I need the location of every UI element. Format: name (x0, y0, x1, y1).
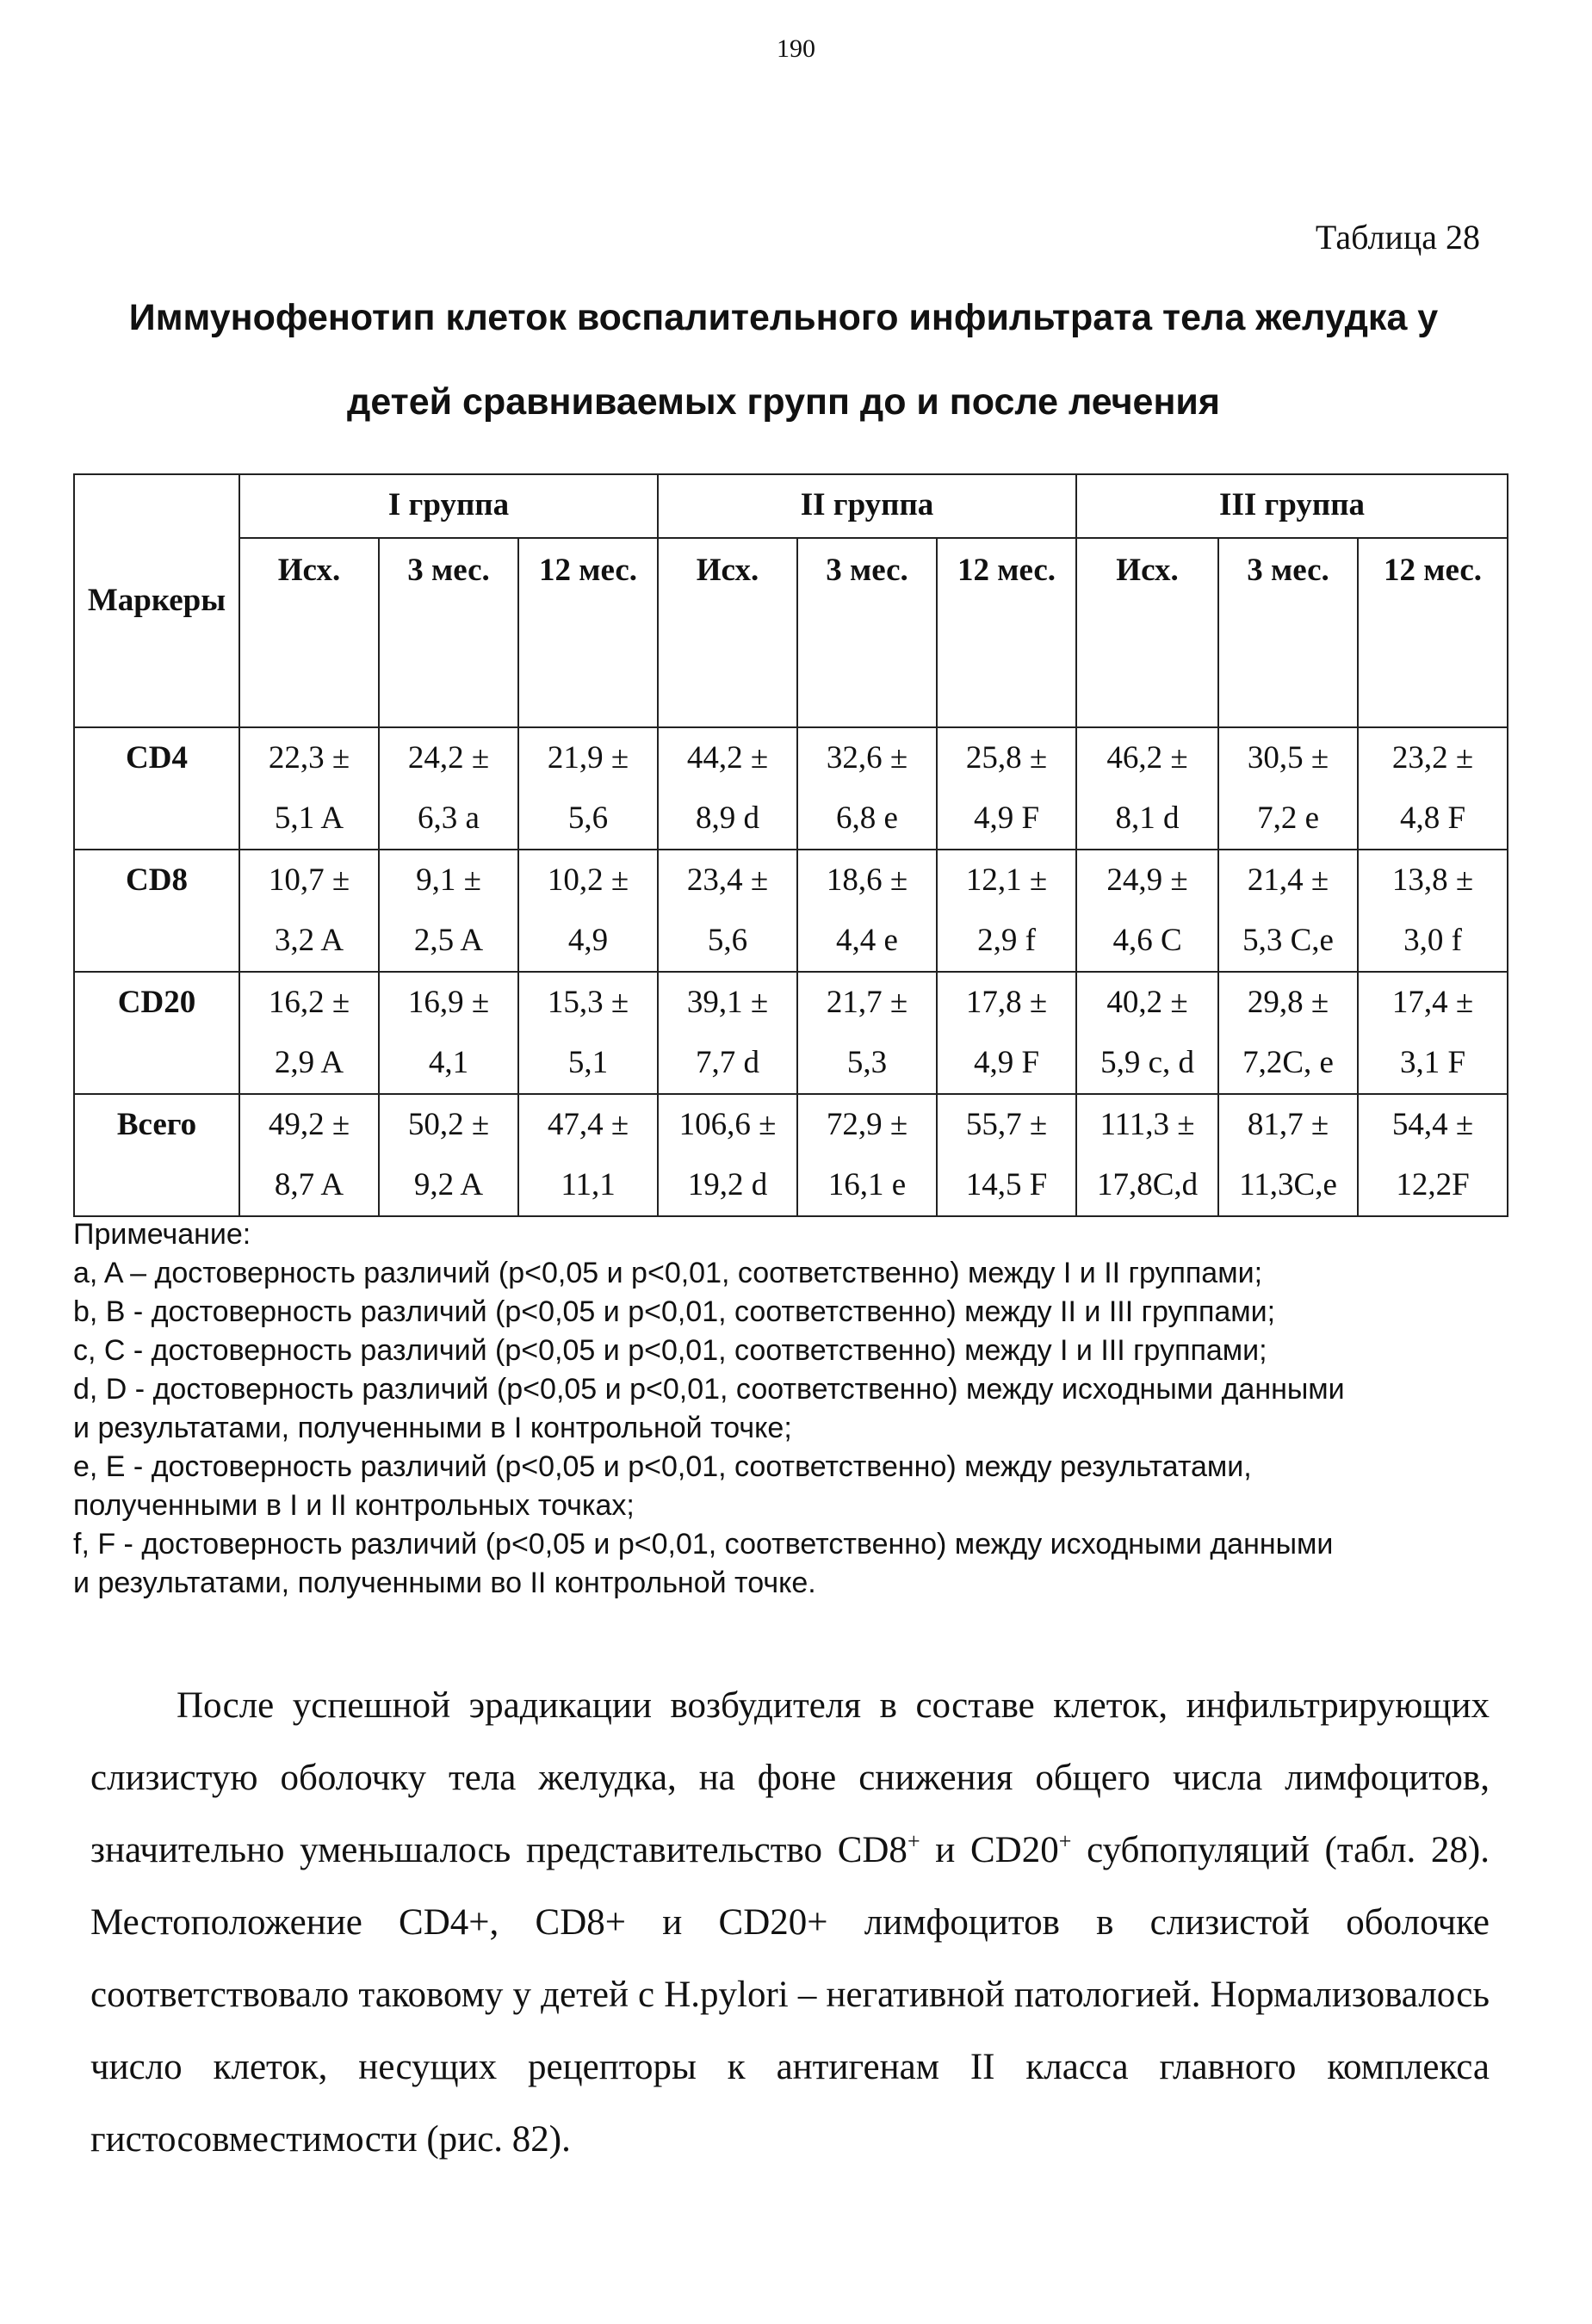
table-title: Иммунофенотип клеток воспалительного инфильтрата тела желудка у детей сравниваемых групп до и после лечения (128, 297, 1439, 423)
deviation-value: 7,7 d (696, 1045, 760, 1080)
value-cell (239, 972, 379, 1094)
mean-value: 29,8 ± (1247, 985, 1329, 1020)
mean-value: 13,8 ± (1391, 862, 1474, 898)
value-cell (379, 727, 518, 850)
note-line: и результатами, полученными во II контрольной точке. (73, 1567, 816, 1599)
mean-value: 72,9 ± (826, 1107, 908, 1142)
value-cell (937, 727, 1076, 850)
value-cell (239, 1094, 379, 1216)
value-cell (518, 972, 658, 1094)
value-cell (1358, 727, 1508, 850)
markers-header: Маркеры (74, 474, 239, 727)
mean-value: 22,3 ± (268, 740, 350, 776)
deviation-value: 16,1 e (827, 1167, 907, 1202)
deviation-value: 17,8C,d (1096, 1167, 1199, 1202)
page-number: 190 (777, 34, 815, 63)
marker-cell: Всего (74, 1094, 239, 1216)
value-cell (1218, 727, 1358, 850)
table-row (74, 972, 1508, 1094)
mean-value: 32,6 ± (826, 740, 908, 776)
deviation-value: 8,1 d (1115, 800, 1180, 836)
mean-value: 30,5 ± (1247, 740, 1329, 776)
deviation-value: 3,1 F (1400, 1045, 1466, 1080)
value-cell (797, 727, 937, 850)
value-cell (937, 972, 1076, 1094)
mean-value: 47,4 ± (547, 1107, 629, 1142)
value-cell (379, 972, 518, 1094)
mean-value: 40,2 ± (1106, 985, 1188, 1020)
superscript-plus: + (1058, 1828, 1072, 1854)
mean-value: 24,9 ± (1106, 862, 1188, 898)
value-cell (937, 1094, 1076, 1216)
mean-value: 16,9 ± (407, 985, 490, 1020)
deviation-value: 5,9 c, d (1100, 1045, 1194, 1080)
value-cell (937, 850, 1076, 972)
note-line: и результатами, полученными в I контрольной точке; (73, 1412, 792, 1444)
value-cell (1358, 1094, 1508, 1216)
deviation-value: 4,9 F (973, 800, 1040, 836)
deviation-value: 7,2C, e (1242, 1045, 1334, 1080)
deviation-value: 5,3 (846, 1045, 888, 1080)
deviation-value: 4,9 (567, 923, 609, 958)
mean-value: 17,8 ± (965, 985, 1048, 1020)
deviation-value: 5,3 C,e (1242, 923, 1334, 958)
value-cell (1076, 850, 1218, 972)
subheader: 12 мес. (937, 538, 1076, 727)
mean-value: 55,7 ± (965, 1107, 1048, 1142)
note-line: b, B - достоверность различий (p<0,05 и p<0,01, соответственно) между II и III группами; (73, 1295, 1276, 1328)
subheader: 3 мес. (379, 538, 518, 727)
note-heading: Примечание: (73, 1218, 251, 1251)
table-row (74, 850, 1508, 972)
value-cell (518, 727, 658, 850)
subheader: 12 мес. (1358, 538, 1508, 727)
mean-value: 50,2 ± (407, 1107, 490, 1142)
note-line: f, F - достоверность различий (p<0,05 и p<0,01, соответственно) между исходными данными (73, 1528, 1334, 1561)
deviation-value: 8,9 d (696, 800, 760, 836)
deviation-value: 4,4 e (836, 923, 898, 958)
deviation-value: 3,2 A (274, 923, 344, 958)
value-cell (658, 972, 797, 1094)
paragraph-text-1: После успешной эрадикации возбудителя в составе клеток, инфильтрирующих слизистую оболочку тела желудка, на фоне снижения общего числа лимфоцитов, значительно уменьшалось представительство CD8 (90, 1685, 1490, 1870)
value-cell (518, 850, 658, 972)
paragraph-text-2: и CD20 (920, 1830, 1059, 1870)
mean-value: 23,2 ± (1391, 740, 1474, 776)
table-note (73, 1215, 1537, 1603)
value-cell (1358, 972, 1508, 1094)
subheader: 12 мес. (518, 538, 658, 727)
value-cell (1218, 850, 1358, 972)
mean-value: 9,1 ± (416, 862, 481, 898)
value-cell (239, 850, 379, 972)
mean-value: 24,2 ± (407, 740, 490, 776)
note-line: e, E - достоверность различий (p<0,05 и p<0,01, соответственно) между результатами, (73, 1450, 1252, 1483)
subheader: Исх. (239, 538, 379, 727)
mean-value: 15,3 ± (547, 985, 629, 1020)
mean-value: 12,1 ± (965, 862, 1048, 898)
subheader: Исх. (658, 538, 797, 727)
deviation-value: 11,3C,e (1239, 1167, 1337, 1202)
value-cell (797, 850, 937, 972)
deviation-value: 14,5 F (965, 1167, 1048, 1202)
group-header-1: I группа (239, 474, 658, 538)
deviation-value: 9,2 A (413, 1167, 484, 1202)
marker-cell: CD20 (74, 972, 239, 1094)
deviation-value: 12,2F (1396, 1167, 1470, 1202)
value-cell (239, 727, 379, 850)
deviation-value: 6,3 a (418, 800, 480, 836)
table-row (74, 1094, 1508, 1216)
mean-value: 39,1 ± (686, 985, 769, 1020)
mean-value: 23,4 ± (686, 862, 769, 898)
mean-value: 18,6 ± (826, 862, 908, 898)
mean-value: 10,7 ± (268, 862, 350, 898)
value-cell (1218, 972, 1358, 1094)
mean-value: 111,3 ± (1100, 1107, 1195, 1142)
value-cell (658, 1094, 797, 1216)
immunophenotype-table (73, 473, 1508, 1217)
deviation-value: 5,1 (567, 1045, 609, 1080)
table-body (74, 727, 1508, 1216)
value-cell (518, 1094, 658, 1216)
subheader: 3 мес. (797, 538, 937, 727)
value-cell (797, 1094, 937, 1216)
deviation-value: 2,5 A (413, 923, 484, 958)
mean-value: 21,7 ± (826, 985, 908, 1020)
note-line: полученными в I и II контрольных точках; (73, 1489, 635, 1522)
deviation-value: 7,2 e (1257, 800, 1319, 836)
body-paragraph (90, 1670, 1490, 2176)
group-header-3: III группа (1076, 474, 1508, 538)
marker-cell: CD4 (74, 727, 239, 850)
deviation-value: 4,1 (428, 1045, 469, 1080)
deviation-value: 2,9 f (977, 923, 1036, 958)
deviation-value: 3,0 f (1403, 923, 1462, 958)
mean-value: 16,2 ± (268, 985, 350, 1020)
deviation-value: 2,9 A (274, 1045, 344, 1080)
deviation-value: 5,6 (567, 800, 609, 836)
note-line: c, C - достоверность различий (p<0,05 и p<0,01, соответственно) между I и III группами; (73, 1334, 1267, 1367)
value-cell (1218, 1094, 1358, 1216)
value-cell (658, 727, 797, 850)
value-cell (379, 1094, 518, 1216)
value-cell (1076, 1094, 1218, 1216)
mean-value: 21,9 ± (547, 740, 629, 776)
mean-value: 54,4 ± (1391, 1107, 1474, 1142)
deviation-value: 6,8 e (836, 800, 898, 836)
deviation-value: 5,6 (707, 923, 748, 958)
note-line: a, A – достоверность различий (p<0,05 и p<0,01, соответственно) между I и II группами; (73, 1257, 1263, 1289)
value-cell (1358, 850, 1508, 972)
group-header-2: II группа (658, 474, 1076, 538)
subheader: Исх. (1076, 538, 1218, 727)
deviation-value: 4,8 F (1400, 800, 1466, 836)
value-cell (658, 850, 797, 972)
paragraph-text-3: субпопуляций (табл. 28). Местоположение CD4+, CD8+ и CD20+ лимфоцитов в слизистой оболочке соответствовало таковому у детей с H.pylori – негативной патологией. Нормализовалось число клеток, несущих рецепторы к антигенам II класса главного комплекса гистосовместимости (рис. 82). (90, 1830, 1490, 2160)
mean-value: 21,4 ± (1247, 862, 1329, 898)
table-number: Таблица 28 (1315, 218, 1480, 257)
mean-value: 46,2 ± (1106, 740, 1188, 776)
deviation-value: 4,9 F (973, 1045, 1040, 1080)
value-cell (1076, 972, 1218, 1094)
deviation-value: 8,7 A (274, 1167, 344, 1202)
table-row (74, 727, 1508, 850)
deviation-value: 4,6 C (1112, 923, 1182, 958)
deviation-value: 19,2 d (687, 1167, 768, 1202)
subheader: 3 мес. (1218, 538, 1358, 727)
marker-cell: CD8 (74, 850, 239, 972)
mean-value: 106,6 ± (678, 1107, 777, 1142)
mean-value: 81,7 ± (1247, 1107, 1329, 1142)
deviation-value: 11,1 (561, 1167, 616, 1202)
mean-value: 10,2 ± (547, 862, 629, 898)
note-line: d, D - достоверность различий (p<0,05 и p<0,01, соответственно) между исходными данными (73, 1373, 1345, 1406)
value-cell (379, 850, 518, 972)
mean-value: 44,2 ± (686, 740, 769, 776)
value-cell (1076, 727, 1218, 850)
mean-value: 17,4 ± (1391, 985, 1474, 1020)
value-cell (797, 972, 937, 1094)
superscript-plus: + (907, 1828, 920, 1854)
mean-value: 25,8 ± (965, 740, 1048, 776)
mean-value: 49,2 ± (268, 1107, 350, 1142)
deviation-value: 5,1 A (274, 800, 344, 836)
